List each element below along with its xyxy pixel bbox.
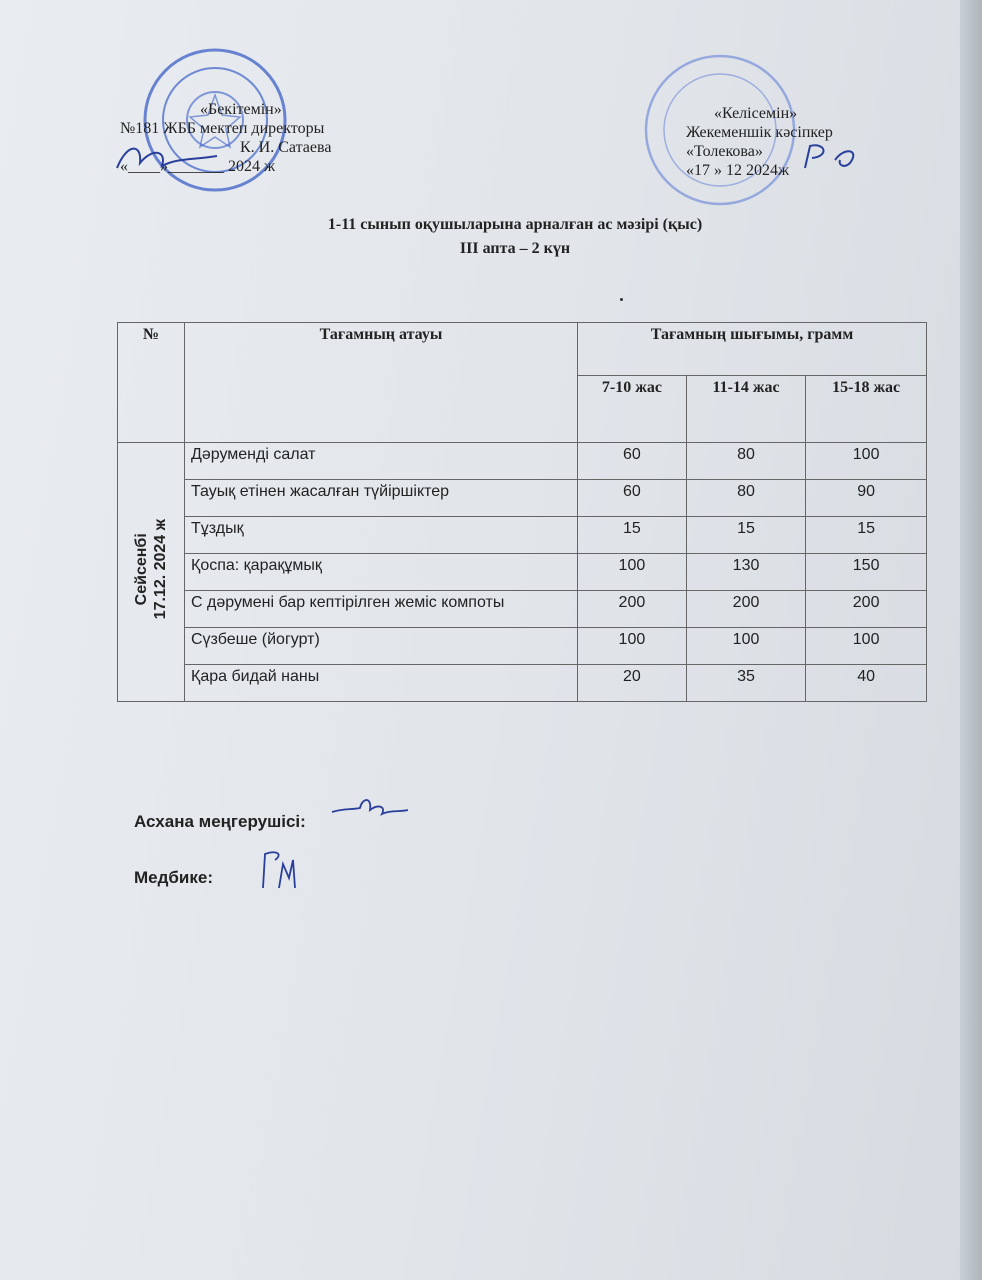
dish-name: Қоспа: қарақұмық bbox=[185, 554, 578, 591]
portion-15-18: 90 bbox=[806, 480, 927, 517]
page-edge bbox=[960, 0, 982, 1280]
table-row bbox=[118, 628, 927, 665]
portion-15-18: 40 bbox=[806, 665, 927, 702]
portion-15-18: 150 bbox=[806, 554, 927, 591]
kitchen-head-label: Асхана меңгерушісі: bbox=[134, 812, 306, 831]
portion-15-18: 15 bbox=[806, 517, 927, 554]
portion-7-10: 100 bbox=[578, 554, 687, 591]
agreement-line4: «17 » 12 2024ж bbox=[686, 162, 790, 179]
menu-table bbox=[117, 322, 927, 702]
portion-7-10: 100 bbox=[578, 628, 687, 665]
portion-7-10: 200 bbox=[578, 591, 687, 628]
header-dish-name: Тағамның атауы bbox=[185, 323, 578, 443]
dish-name: Қара бидай наны bbox=[185, 665, 578, 702]
day-label bbox=[132, 519, 170, 619]
day-cell bbox=[118, 443, 185, 702]
approval-line3: К. И. Сатаева bbox=[240, 139, 332, 156]
portion-7-10: 15 bbox=[578, 517, 687, 554]
portion-11-14: 80 bbox=[686, 443, 805, 480]
menu-subtitle: ІІІ апта – 2 күн bbox=[459, 240, 571, 257]
header-age-15-18: 15-18 жас bbox=[806, 376, 927, 443]
table-row bbox=[118, 443, 927, 480]
portion-11-14: 100 bbox=[686, 628, 805, 665]
dish-name: Дәруменді салат bbox=[185, 443, 578, 480]
portion-7-10: 60 bbox=[578, 480, 687, 517]
header-age-11-14: 11-14 жас bbox=[686, 376, 805, 443]
kitchen-head-signature bbox=[330, 790, 410, 824]
table-body bbox=[118, 443, 927, 702]
header-number: № bbox=[118, 323, 185, 443]
dish-name: Тұздық bbox=[185, 517, 578, 554]
portion-7-10: 20 bbox=[578, 665, 687, 702]
dish-name: С дәрумені бар кептірілген жеміс компоты bbox=[185, 591, 578, 628]
table-row bbox=[118, 554, 927, 591]
portion-11-14: 15 bbox=[686, 517, 805, 554]
portion-11-14: 130 bbox=[686, 554, 805, 591]
entrepreneur-signature bbox=[800, 138, 870, 178]
stray-dot bbox=[620, 298, 623, 301]
dish-name: Сүзбеше (йогурт) bbox=[185, 628, 578, 665]
portion-11-14: 80 bbox=[686, 480, 805, 517]
day-name: Сейсенбі bbox=[133, 533, 150, 606]
portion-15-18: 100 bbox=[806, 628, 927, 665]
header-age-7-10: 7-10 жас bbox=[578, 376, 687, 443]
portion-15-18: 100 bbox=[806, 443, 927, 480]
portion-11-14: 35 bbox=[686, 665, 805, 702]
agreement-line3: «Толекова» bbox=[686, 143, 763, 160]
agreement-line2: Жекеменшік кәсіпкер bbox=[686, 124, 833, 141]
approval-line4: «____»_______ 2024 ж bbox=[120, 158, 276, 175]
director-signature bbox=[112, 138, 222, 178]
day-date: 17.12. 2024 ж bbox=[152, 519, 169, 620]
table-row bbox=[118, 665, 927, 702]
table-row bbox=[118, 480, 927, 517]
dish-name: Тауық етінен жасалған түйіршіктер bbox=[185, 480, 578, 517]
table-header-row bbox=[118, 323, 927, 376]
nurse-signature bbox=[255, 848, 305, 896]
table-row bbox=[118, 591, 927, 628]
approval-line2: №181 ЖББ мектеп директоры bbox=[120, 120, 325, 137]
agreement-line1: «Келісемін» bbox=[714, 105, 798, 122]
portion-11-14: 200 bbox=[686, 591, 805, 628]
portion-15-18: 200 bbox=[806, 591, 927, 628]
approval-line1: «Бекітемін» bbox=[200, 101, 282, 118]
nurse-label: Медбике: bbox=[134, 868, 213, 887]
portion-7-10: 60 bbox=[578, 443, 687, 480]
header-output: Тағамның шығымы, грамм bbox=[578, 323, 927, 376]
menu-title: 1-11 сынып оқушыларына арналған ас мәзірі (қыс) bbox=[327, 216, 703, 233]
table-row bbox=[118, 517, 927, 554]
